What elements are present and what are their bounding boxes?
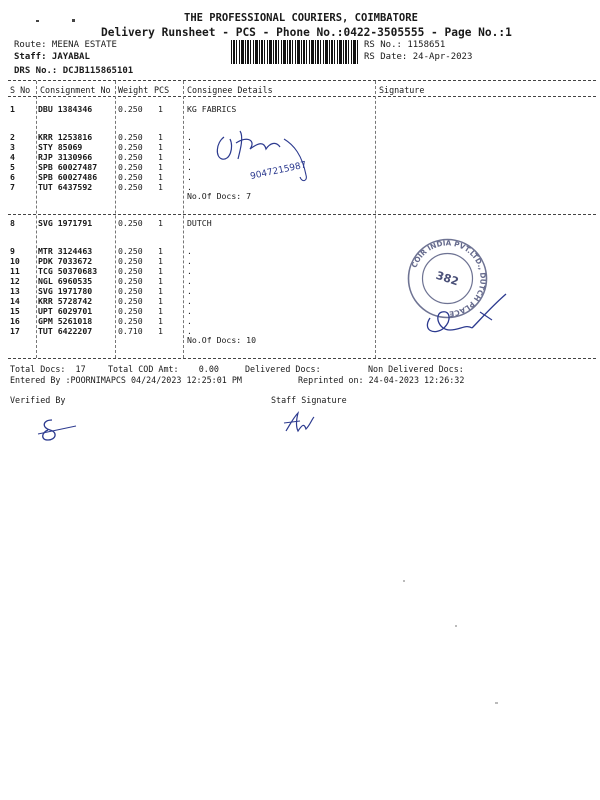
row-sno: 4 [10,152,15,162]
table-top-rule [8,80,596,81]
verified-by-label: Verified By [10,395,66,405]
row-weight: 0.250 [118,306,143,316]
row-consignment: MTR 3124463 [38,246,93,256]
row-pcs: 1 [158,172,163,182]
row-consignment: SVG 1971780 [38,286,93,296]
col-header-sno: S No [10,85,31,95]
row-weight: 0.250 [118,296,143,306]
row-consignment: TCG 50370683 [38,266,98,276]
row-weight: 0.250 [118,256,143,266]
row-weight: 0.250 [118,246,143,256]
row-consignment: SPB 60027487 [38,162,98,172]
row-weight: 0.250 [118,182,143,192]
group-divider [8,214,596,215]
row-pcs: 1 [158,132,163,142]
row-consignment: RJP 3130966 [38,152,93,162]
row-consignment: SPB 60027486 [38,172,98,182]
col-header-weight: Weight [118,85,149,95]
row-consignee-mark: . [187,162,192,172]
stamp-code: 382 [434,268,461,289]
row-consignment: KRR 1253816 [38,132,93,142]
row-consignment: UPT 6029701 [38,306,93,316]
row-consignee-mark: . [187,142,192,152]
consignee-name: KG FABRICS [187,104,237,114]
row-weight: 0.250 [118,172,143,182]
row-sno: 9 [10,246,15,256]
row-consignment: KRR 5728742 [38,296,93,306]
company-name: THE PROFESSIONAL COURIERS, COIMBATORE [184,12,418,24]
barcode [231,40,359,64]
row-pcs: 1 [158,286,163,296]
col-header-pcs: PCS [154,85,170,95]
scan-speck [36,20,39,22]
row-weight: 0.250 [118,142,143,152]
row-consignment: GPM 5261018 [38,316,93,326]
row-weight: 0.250 [118,218,143,228]
row-sno: 15 [10,306,20,316]
row-pcs: 1 [158,326,163,336]
row-sno: 11 [10,266,20,276]
row-consignee-mark: . [187,266,192,276]
row-sno: 16 [10,316,20,326]
runsheet-title: Delivery Runsheet - PCS - Phone No.:0422-3505555 - Page No.:1 [101,26,512,39]
row-consignment: PDK 7033672 [38,256,93,266]
docs-count: No.Of Docs: 7 [187,191,252,201]
total-docs: Total Docs: 17 [10,364,86,374]
row-pcs: 1 [158,296,163,306]
row-sno: 2 [10,132,15,142]
row-pcs: 1 [158,162,163,172]
row-weight: 0.250 [118,132,143,142]
handwritten-signature [210,125,320,190]
row-pcs: 1 [158,256,163,266]
row-consignee-mark: . [187,246,192,256]
row-consignee-mark: . [187,182,192,192]
svg-text:COIR INDIA PVT.LTD., DUTCH PLA: COIR INDIA PVT.LTD., DUTCH PLACE [409,238,488,319]
scan-speck [455,625,457,627]
row-sno: 17 [10,326,20,336]
row-pcs: 1 [158,182,163,192]
col-divider [375,81,376,358]
row-consignee-mark: . [187,316,192,326]
table-header-rule [8,96,596,97]
row-weight: 0.250 [118,266,143,276]
row-consignee-mark: . [187,296,192,306]
handwritten-signature [420,290,515,340]
delivered-docs: Delivered Docs: [245,364,321,374]
row-sno: 8 [10,218,15,228]
scan-speck [72,19,75,22]
entered-by: Entered By :POORNIMAPCS 04/24/2023 12:25:01 PM [10,375,242,385]
row-weight: 0.250 [118,162,143,172]
col-header-consignee: Consignee Details [187,85,273,95]
row-sno: 12 [10,276,20,286]
row-consignee-mark: . [187,326,192,336]
col-header-consignment: Consignment No [40,85,111,95]
row-consignment: SVG 1971791 [38,218,93,228]
non-delivered-docs: Non Delivered Docs: [368,364,464,374]
handwritten-phone: 9047215987 [249,160,308,183]
col-divider [115,81,116,358]
row-consignee-mark: . [187,306,192,316]
row-weight: 0.250 [118,276,143,286]
row-pcs: 1 [158,142,163,152]
row-pcs: 1 [158,152,163,162]
scan-speck [403,580,405,582]
row-pcs: 1 [158,316,163,326]
scan-speck [495,702,498,704]
row-consignee-mark: . [187,286,192,296]
row-consignee-mark: . [187,276,192,286]
col-divider [183,81,184,358]
drs-number: DRS No.: DCJB115865101 [14,66,134,76]
row-weight: 0.710 [118,326,143,336]
row-sno: 10 [10,256,20,266]
col-divider [36,81,37,358]
rs-date: RS Date: 24-Apr-2023 [364,52,473,62]
row-sno: 13 [10,286,20,296]
row-sno: 7 [10,182,15,192]
row-sno: 1 [10,104,15,114]
col-header-signature: Signature [379,85,425,95]
row-weight: 0.250 [118,316,143,326]
rs-number: RS No.: 1158651 [364,40,446,50]
docs-count: No.Of Docs: 10 [187,335,257,345]
row-weight: 0.250 [118,152,143,162]
consignee-name: DUTCH [187,218,212,228]
row-sno: 6 [10,172,15,182]
row-sno: 3 [10,142,15,152]
row-pcs: 1 [158,246,163,256]
row-sno: 5 [10,162,15,172]
table-bottom-rule [8,358,596,359]
row-consignee-mark: . [187,256,192,266]
row-pcs: 1 [158,104,163,114]
row-pcs: 1 [158,218,163,228]
row-consignee-mark: . [187,152,192,162]
staff-signature-label: Staff Signature [271,395,347,405]
row-consignment: NGL 6960535 [38,276,93,286]
row-consignee-mark: . [187,132,192,142]
row-consignee-mark: . [187,172,192,182]
row-weight: 0.250 [118,286,143,296]
staff-label: Staff: JAYABAL [14,52,90,62]
row-weight: 0.250 [118,104,143,114]
row-consignment: STY 85069 [38,142,83,152]
verified-signature [30,416,80,446]
row-pcs: 1 [158,306,163,316]
row-pcs: 1 [158,266,163,276]
route-label: Route: MEENA ESTATE [14,40,117,50]
row-sno: 14 [10,296,20,306]
row-pcs: 1 [158,276,163,286]
row-consignment: TUT 6422207 [38,326,93,336]
row-consignment: DBU 1384346 [38,104,93,114]
row-consignment: TUT 6437592 [38,182,93,192]
reprinted-on: Reprinted on: 24-04-2023 12:26:32 [298,375,465,385]
staff-signature [282,409,327,437]
total-cod: Total COD Amt: 0.00 [108,364,219,374]
